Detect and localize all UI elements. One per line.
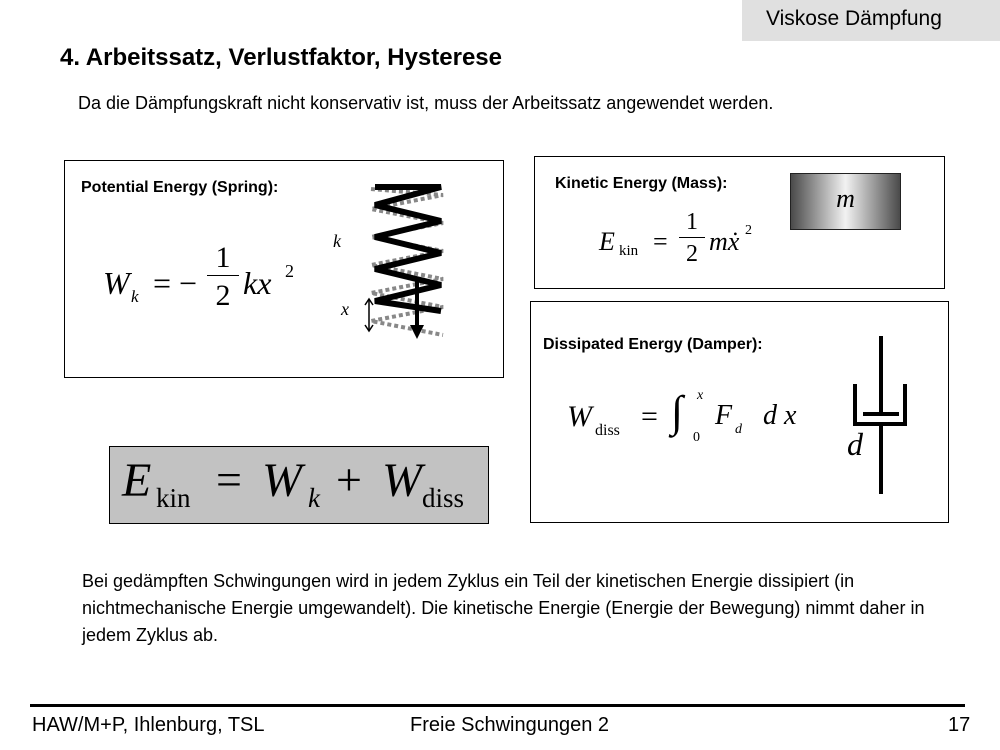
damper-symbol: d — [847, 426, 863, 462]
damper-formula: W diss = ∫ x 0 F d d x — [567, 387, 797, 445]
spring-formula: W k = − $\frac{1}{2}$ kx 2 — [103, 241, 333, 331]
damper-energy-box — [530, 301, 949, 523]
energy-balance-box: E kin = W k + W diss — [109, 446, 489, 524]
spring-icon — [355, 171, 455, 351]
mass-formula: E kin = $\frac{1}{2}$ mẋ 2 — [599, 207, 779, 287]
section-tag-text: Viskose Dämpfung — [766, 7, 942, 30]
spring-k-label: k — [333, 231, 341, 251]
footer-center: Freie Schwingungen 2 — [410, 714, 610, 736]
spring-x-label: x — [341, 299, 349, 319]
section-tag — [742, 0, 1000, 41]
mass-block — [790, 173, 901, 230]
spring-energy-box — [64, 160, 504, 378]
slide-title: 4. Arbeitssatz, Verlustfaktor, Hysterese — [60, 44, 502, 71]
footer-left: HAW/M+P, Ihlenburg, TSL — [32, 714, 265, 736]
damper-label: Dissipated Energy (Damper): — [543, 336, 763, 353]
page-number: 17 — [948, 714, 971, 736]
damper-icon — [849, 332, 909, 497]
spring-label: Potential Energy (Spring): — [81, 179, 279, 196]
intro-text: Da die Dämpfungskraft nicht konservativ ist, muss der Arbeitssatz angewendet werden. — [78, 93, 774, 113]
summary-paragraph: Bei gedämpften Schwingungen wird in jedem Zyklus ein Teil der kinetischen Energie dissipiert (in nichtmechanische Energie umgewandelt). Die kinetische Energie (Energie der Bewegung) nimmt daher in jedem Zyklus ab. — [82, 571, 925, 645]
mass-label: Kinetic Energy (Mass): — [555, 175, 728, 192]
footer-rule — [30, 704, 965, 707]
mass-symbol: m — [836, 184, 855, 213]
